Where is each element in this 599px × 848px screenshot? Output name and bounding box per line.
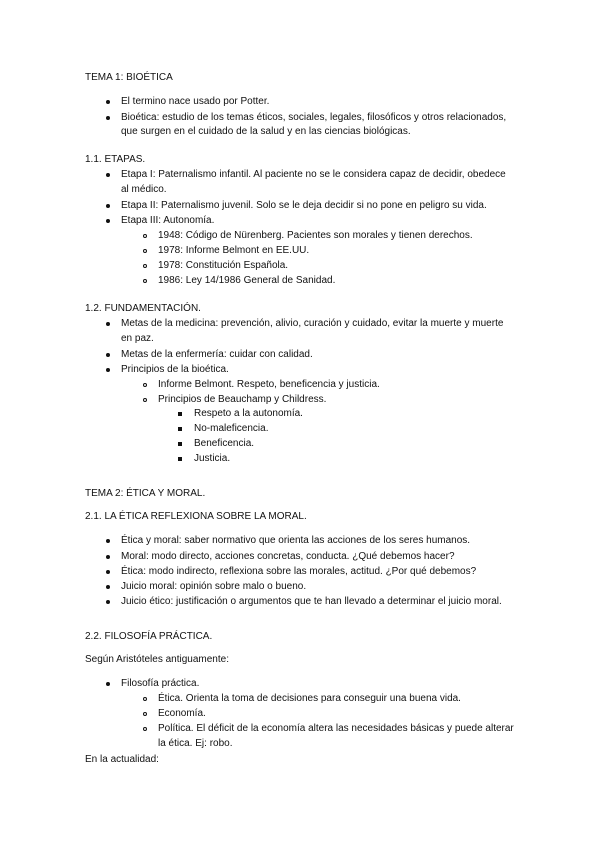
heading-etapas: 1.1. ETAPAS. <box>85 154 146 165</box>
list-item: Metas de la enfermería: cuidar con calidad. <box>121 349 313 360</box>
sub-list-item: Política. El déficit de la economía altera las necesidades básicas y puede alterar <box>158 723 514 734</box>
sub-bullet-icon <box>143 712 147 716</box>
square-bullet-icon <box>178 442 182 446</box>
sub-list-item-continuation: la ética. Ej: robo. <box>158 738 233 749</box>
sub-list-item: Ética. Orienta la toma de decisiones para conseguir una buena vida. <box>158 693 461 704</box>
list-item-continuation: al médico. <box>121 184 167 195</box>
list-item: Principios de la bioética. <box>121 364 229 375</box>
sub-bullet-icon <box>143 249 147 253</box>
list-item-continuation: en paz. <box>121 333 154 344</box>
list-item: Filosofía práctica. <box>121 678 200 689</box>
sub-sub-list-item: Beneficencia. <box>194 438 255 449</box>
square-bullet-icon <box>178 457 182 461</box>
list-item: Etapa I: Paternalismo infantil. Al paciente no se le considera capaz de decidir, obedece <box>121 169 506 180</box>
sub-bullet-icon <box>143 264 147 268</box>
bullet-icon <box>106 322 110 326</box>
sub-list-item: 1948: Código de Nürenberg. Pacientes son morales y tienen derechos. <box>158 230 473 241</box>
sub-bullet-icon <box>143 234 147 238</box>
sub-list-item: 1978: Constitución Española. <box>158 260 289 271</box>
list-item: Juicio ético: justificación o argumentos que te han llevado a determinar el juicio moral. <box>121 596 502 607</box>
sub-list-item: Principios de Beauchamp y Childress. <box>158 394 327 405</box>
sub-bullet-icon <box>143 727 147 731</box>
list-item: Moral: modo directo, acciones concretas, conducta. ¿Qué debemos hacer? <box>121 551 455 562</box>
bullet-icon <box>106 570 110 574</box>
square-bullet-icon <box>178 412 182 416</box>
bullet-icon <box>106 539 110 543</box>
sub-list-item: Economía. <box>158 708 206 719</box>
heading-filosofia-practica: 2.2. FILOSOFÍA PRÁCTICA. <box>85 631 213 642</box>
section-title-tema2: TEMA 2: ÉTICA Y MORAL. <box>85 488 206 499</box>
sub-bullet-icon <box>143 383 147 387</box>
bullet-icon <box>106 585 110 589</box>
bullet-icon <box>106 368 110 372</box>
bullet-icon <box>106 116 110 120</box>
list-item-continuation: que surgen en el cuidado de la salud y en las ciencias biológicas. <box>121 126 411 137</box>
square-bullet-icon <box>178 427 182 431</box>
sub-list-item: 1978: Informe Belmont en EE.UU. <box>158 245 310 256</box>
list-item: El termino nace usado por Potter. <box>121 96 270 107</box>
bullet-icon <box>106 219 110 223</box>
list-item: Bioética: estudio de los temas éticos, sociales, legales, filosóficos y otros relacionados, <box>121 112 507 123</box>
outro-paragraph: En la actualidad: <box>85 754 159 765</box>
bullet-icon <box>106 555 110 559</box>
sub-bullet-icon <box>143 697 147 701</box>
sub-sub-list-item: No-maleficencia. <box>194 423 269 434</box>
sub-bullet-icon <box>143 279 147 283</box>
intro-paragraph: Según Aristóteles antiguamente: <box>85 654 229 665</box>
sub-list-item: 1986: Ley 14/1986 General de Sanidad. <box>158 275 336 286</box>
bullet-icon <box>106 600 110 604</box>
list-item: Juicio moral: opinión sobre malo o bueno. <box>121 581 307 592</box>
sub-bullet-icon <box>143 398 147 402</box>
heading-fundamentacion: 1.2. FUNDAMENTACIÓN. <box>85 303 201 314</box>
bullet-icon <box>106 682 110 686</box>
section-title-tema1: TEMA 1: BIOÉTICA <box>85 72 173 83</box>
sub-list-item: Informe Belmont. Respeto, beneficencia y justicia. <box>158 379 380 390</box>
sub-sub-list-item: Respeto a la autonomía. <box>194 408 303 419</box>
list-item: Etapa III: Autonomía. <box>121 215 215 226</box>
list-item: Ética: modo indirecto, reflexiona sobre las morales, actitud. ¿Por qué debemos? <box>121 566 477 577</box>
list-item: Metas de la medicina: prevención, alivio, curación y cuidado, evitar la muerte y muerte <box>121 318 504 329</box>
bullet-icon <box>106 173 110 177</box>
bullet-icon <box>106 353 110 357</box>
list-item: Etapa II: Paternalismo juvenil. Solo se le deja decidir si no pone en peligro su vida. <box>121 200 487 211</box>
bullet-icon <box>106 204 110 208</box>
heading-etica-reflexiona: 2.1. LA ÉTICA REFLEXIONA SOBRE LA MORAL. <box>85 511 307 522</box>
sub-sub-list-item: Justicia. <box>194 453 231 464</box>
list-item: Ética y moral: saber normativo que orienta las acciones de los seres humanos. <box>121 535 471 546</box>
bullet-icon <box>106 100 110 104</box>
